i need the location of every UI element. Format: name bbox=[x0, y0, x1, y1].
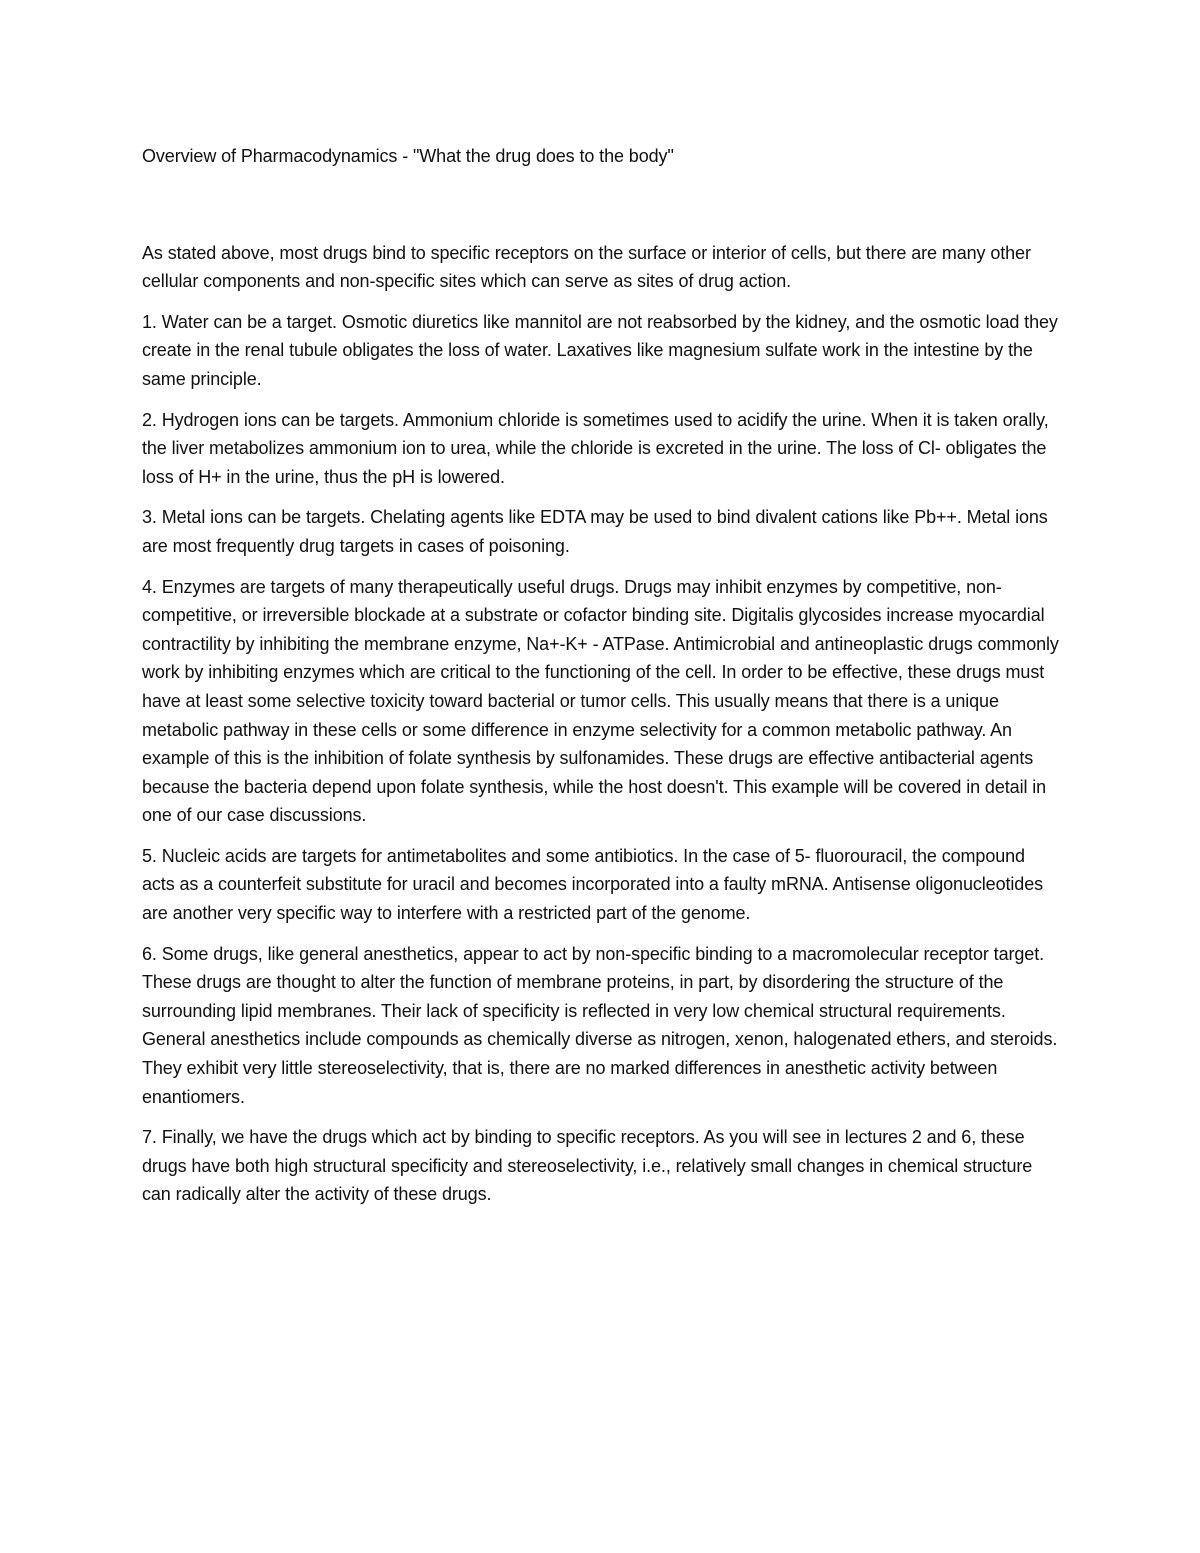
paragraph-hydrogen-ions: 2. Hydrogen ions can be targets. Ammonium chloride is sometimes used to acidify the urine. When it is taken orally, the liver metabolizes ammonium ion to urea, while the chloride is excreted in the urine. The loss of Cl- obligates the loss of H+ in the urine, thus the pH is lowered. bbox=[142, 409, 1049, 487]
document-body bbox=[142, 142, 1062, 1221]
paragraph-specific-receptors: 7. Finally, we have the drugs which act by binding to specific receptors. As you will see in lectures 2 and 6, these drugs have both high structural specificity and stereoselectivity, i.e., relatively small changes in chemical structure can radically alter the activity of these drugs. bbox=[142, 1127, 1033, 1205]
paragraph-metal-ions: 3. Metal ions can be targets. Chelating agents like EDTA may be used to bind divalent cations like Pb++. Metal ions are most frequently drug targets in cases of poisoning. bbox=[142, 507, 1048, 556]
paragraph-water-target: 1. Water can be a target. Osmotic diuretics like mannitol are not reabsorbed by the kidney, and the osmotic load they create in the renal tubule obligates the loss of water. Laxatives like magnesium sulfate work in the intestine by the same principle. bbox=[142, 311, 1058, 389]
paragraph-enzymes: 4. Enzymes are targets of many therapeutically useful drugs. Drugs may inhibit enzymes by competitive, non-competitive, or irreversible blockade at a substrate or cofactor binding site. Digitalis glycosides increase myocardial contractility by inhibiting the membrane enzyme, Na+-K+ - ATPase. Antimicrobial and antineoplastic drugs commonly work by inhibiting enzymes which are critical to the functioning of the cell. In order to be effective, these drugs must have at least some selective toxicity toward bacterial or tumor cells. This usually means that there is a unique metabolic pathway in these cells or some difference in enzyme selectivity for a common metabolic pathway. An example of this is the inhibition of folate synthesis by sulfonamides. These drugs are effective antibacterial agents because the bacteria depend upon folate synthesis, while the host doesn't. This example will be covered in detail in one of our case discussions. bbox=[142, 576, 1059, 826]
paragraph-nucleic-acids: 5. Nucleic acids are targets for antimetabolites and some antibiotics. In the case of 5- fluorouracil, the compound acts as a counterfeit substitute for uracil and becomes incorporated into a faulty mRNA. Antisense oligonucleotides are another very specific way to interfere with a restricted part of the genome. bbox=[142, 845, 1043, 924]
intro-paragraph: As stated above, most drugs bind to specific receptors on the surface or interior of cells, but there are many other cellular components and non-specific sites which can serve as sites of drug action. bbox=[142, 242, 1031, 292]
paragraph-nonspecific-binding: 6. Some drugs, like general anesthetics, appear to act by non-specific binding to a macromolecular receptor target. These drugs are thought to alter the function of membrane proteins, in part, by disordering the structure of the surrounding lipid membranes. Their lack of specificity is reflected in very low chemical structural requirements. General anesthetics include compounds as chemically diverse as nitrogen, xenon, halogenated ethers, and steroids. They exhibit very little stereoselectivity, that is, there are no marked differences in anesthetic activity between enantiomers. bbox=[142, 943, 1058, 1107]
document-title: Overview of Pharmacodynamics - "What the drug does to the body" bbox=[142, 146, 674, 166]
